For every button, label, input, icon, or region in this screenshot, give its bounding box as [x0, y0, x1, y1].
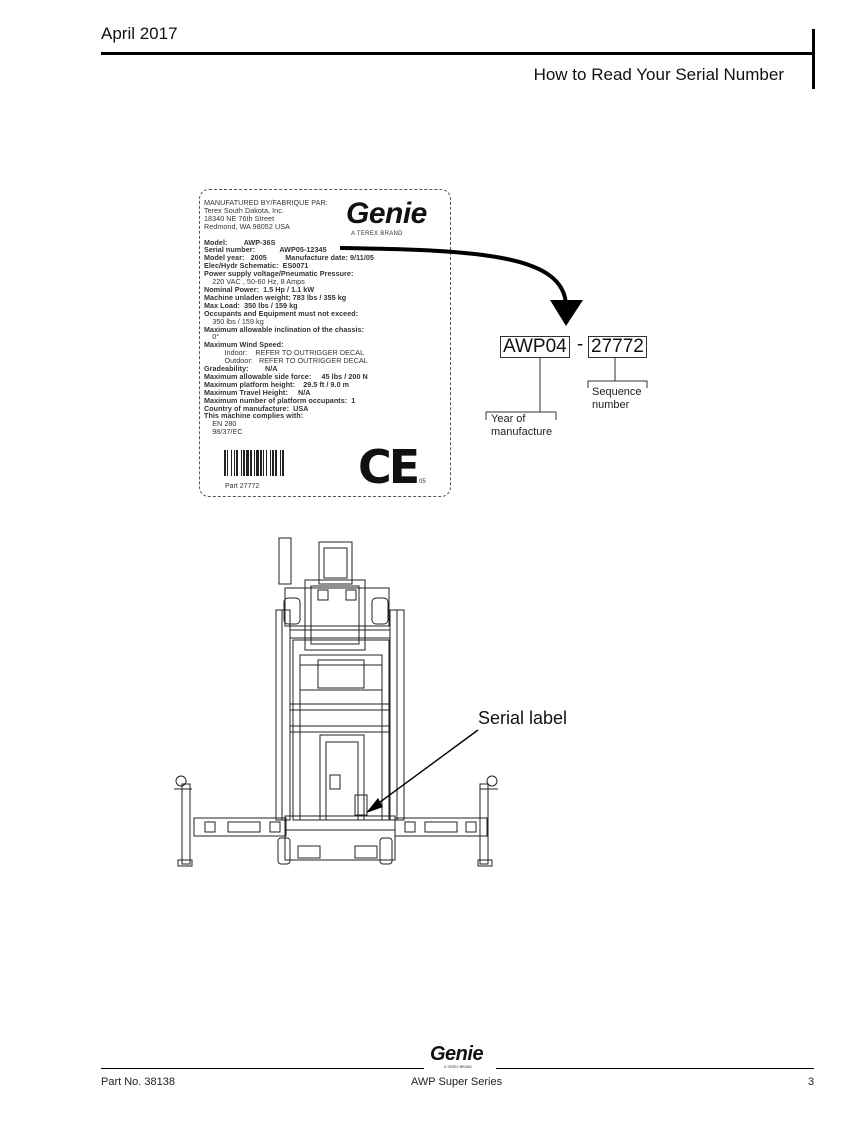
- serial-dash: -: [577, 334, 584, 355]
- plate-line: Redmond, WA 98052 USA: [204, 221, 290, 231]
- plate-logo-tagline: A TEREX BRAND: [351, 231, 403, 237]
- plate-line: Maximum Travel Height: N/A: [204, 387, 311, 397]
- serial-sequence: 27772: [588, 336, 647, 358]
- plate-line: Maximum Wind Speed:: [204, 340, 284, 350]
- plate-genie-logo: Genie: [346, 197, 427, 230]
- plate-line: Maximum allowable inclination of the chassis:: [204, 324, 365, 334]
- plate-line: 18340 NE 76th Street: [204, 213, 275, 223]
- ce-mark-icon: CE: [358, 440, 418, 494]
- plate-line: Model: AWP-36S: [204, 237, 276, 247]
- plate-line: Machine unladen weight: 783 lbs / 355 kg: [204, 292, 347, 302]
- plate-line: Serial number: AWP05-12345: [204, 245, 327, 255]
- plate-line: Elec/Hydr Schematic: ES0071: [204, 261, 309, 271]
- plate-line: Maximum platform height: 29.5 ft / 9.0 m: [204, 379, 350, 389]
- serial-prefix: AWP04: [500, 336, 570, 358]
- plate-line: Max Load: 350 lbs / 159 kg: [204, 300, 298, 310]
- plate-line: Nominal Power: 1.5 Hp / 1.1 kW: [204, 284, 315, 294]
- year-caption: Year of manufacture: [491, 413, 553, 438]
- page-title: How to Read Your Serial Number: [533, 65, 784, 84]
- plate-line: Maximum number of platform occupants: 1: [204, 395, 356, 405]
- footer-part-number: Part No. 38138: [101, 1076, 175, 1088]
- plate-line: Occupants and Equipment must not exceed:: [204, 308, 359, 318]
- footer-rule-right: [496, 1068, 814, 1069]
- footer-genie-logo: Genie: [430, 1043, 484, 1065]
- plate-line: 0°: [204, 332, 220, 342]
- page-number: 3: [808, 1076, 815, 1088]
- plate-line: Gradeability: N/A: [204, 364, 278, 374]
- plate-line: Terex South Dakota, Inc.: [204, 205, 284, 215]
- footer-rule-left: [101, 1068, 424, 1069]
- sequence-caption: Sequence number: [592, 386, 642, 411]
- plate-line: Model year: 2005 Manufacture date: 9/11/05: [204, 253, 374, 263]
- plate-line: 350 lbs / 159 kg: [204, 316, 264, 326]
- footer-logo-tagline: A TEREX BRAND: [444, 1065, 472, 1069]
- plate-part-number: Part 27772: [225, 483, 260, 490]
- plate-line: 98/37/EC: [204, 427, 243, 437]
- serial-label-callout: Serial label: [478, 708, 568, 728]
- plate-line: This machine complies with:: [204, 411, 304, 421]
- ce-year: 05: [419, 479, 426, 485]
- footer-series: AWP Super Series: [411, 1076, 503, 1088]
- plate-line: Power supply voltage/Pneumatic Pressure:: [204, 269, 354, 279]
- plate-line: EN 280: [204, 419, 237, 429]
- header-date: April 2017: [101, 24, 178, 43]
- plate-line: Country of manufacture: USA: [204, 403, 309, 413]
- plate-line: 220 VAC , 50-60 Hz, 8 Amps: [204, 277, 305, 287]
- plate-line: Indoor: REFER TO OUTRIGGER DECAL: [204, 348, 365, 358]
- plate-line: Outdoor: REFER TO OUTRIGGER DECAL: [204, 356, 368, 366]
- plate-line: Maximum allowable side force: 45 lbs / 200 N: [204, 371, 368, 381]
- plate-line: MANUFATURED BY/FABRIQUE PAR:: [204, 198, 328, 207]
